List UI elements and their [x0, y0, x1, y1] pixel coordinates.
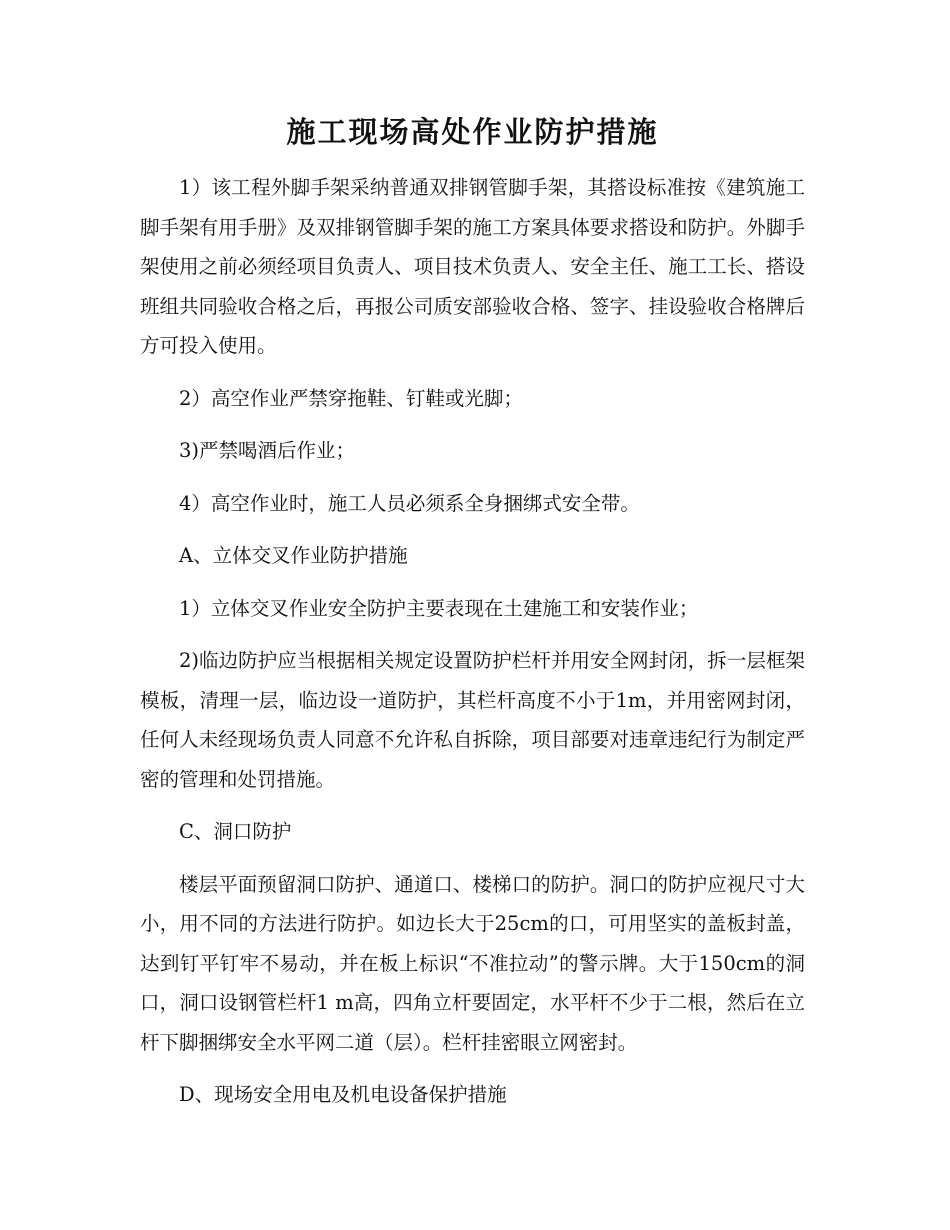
- paragraph-safety-belt: 4）高空作业时，施工人员必须系全身捆绑式安全带。: [179, 491, 640, 515]
- paragraph-cross-operation: 1）立体交叉作业安全防护主要表现在土建施工和安装作业；: [179, 596, 699, 620]
- paragraph-opening-protection: 楼层平面预留洞口防护、通道口、楼梯口的防护。洞口的防护应视尺寸大小，用不同的方法进行防护。如边长大于25cm的口，可用坚实的盖板封盖，达到钉平钉牢不易动，并在板上标识“不准拉动”的警示牌。大于150cm的洞口，洞口设钢管栏杆1 m高，四角立杆要固定，水平杆不少于二根，然后在立杆下脚捆绑安全水平网二道（层）。栏杆挂密眼立网密封。: [140, 872, 805, 1054]
- paragraph-no-drinking: 3)严禁喝酒后作业；: [179, 439, 356, 462]
- document-page: [140, 110, 805, 1128]
- paragraph-edge-protection: 2)临边防护应当根据相关规定设置防护栏杆并用安全网封闭，拆一层框架模板，清理一层，临边设一道防护，其栏杆高度不小于1m，并用密网封闭，任何人未经现场负责人同意不允许私自拆除，项目部要对违章违纪行为制定严密的管理和处罚措施。: [140, 649, 805, 791]
- section-heading-c: C、洞口防护: [179, 820, 292, 843]
- section-heading-a: A、立体交叉作业防护措施: [179, 544, 408, 567]
- section-heading-d: D、现场安全用电及机电设备保护措施: [179, 1083, 507, 1106]
- paragraph-scaffold-standard: 1）该工程外脚手架采纳普通双排钢管脚手架，其搭设标准按《建筑施工脚手架有用手册》及双排钢管脚手架的施工方案具体要求搭设和防护。外脚手架使用之前必须经项目负责人、项目技术负责人、安全主任、施工工长、搭设班组共同验收合格之后，再报公司质安部验收合格、签字、挂设验收合格牌后方可投入使用。: [140, 176, 805, 357]
- paragraph-no-slippers: 2）高空作业严禁穿拖鞋、钉鞋或光脚；: [179, 386, 523, 410]
- document-title: 施工现场高处作业防护措施: [286, 115, 659, 149]
